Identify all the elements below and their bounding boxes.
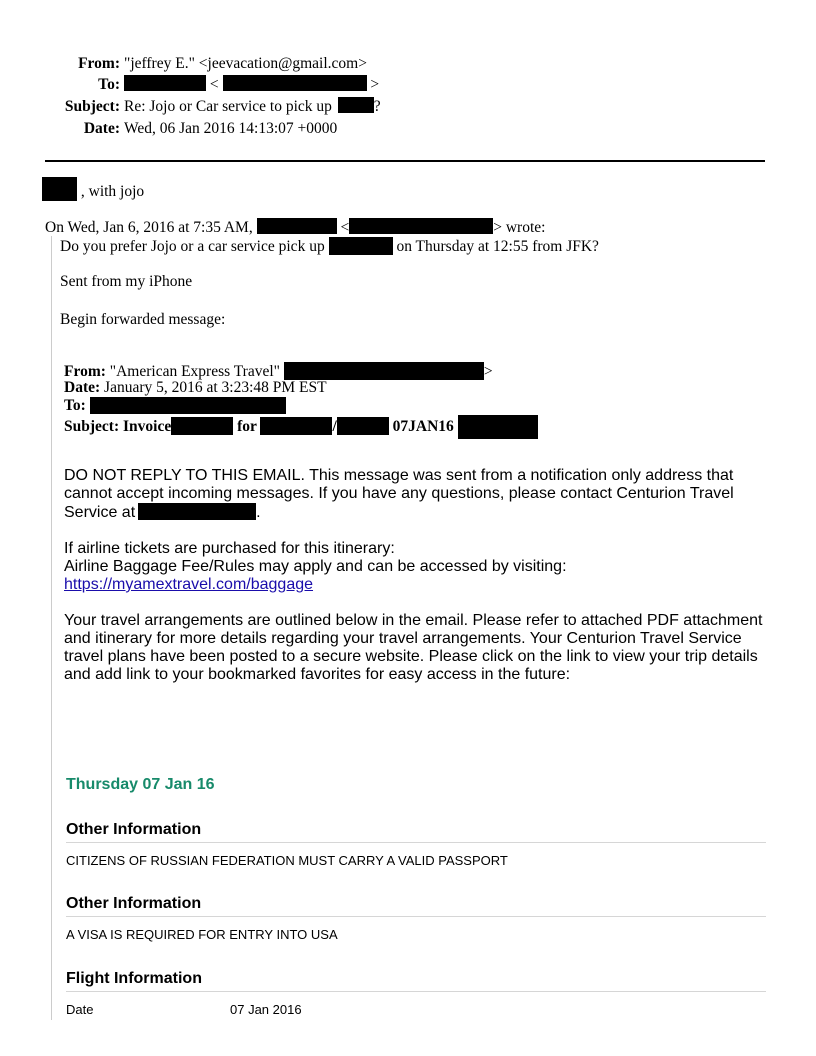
header-subject-value: Re: Jojo or Car service to pick up	[124, 98, 332, 115]
quote-bar	[51, 236, 52, 1020]
header-date-value: Wed, 06 Jan 2016 14:13:07 +0000	[124, 120, 338, 137]
redaction-bar	[337, 417, 389, 435]
section-heading-other-info-2: Other Information	[66, 895, 766, 917]
flight-date-value: 07 Jan 2016	[230, 1002, 302, 1017]
forwarded-from-value: "American Express Travel"	[109, 363, 280, 380]
quoted-begin-forwarded: Begin forwarded message:	[60, 311, 226, 328]
redaction-bar	[171, 417, 233, 435]
header-subject-row	[0, 97, 700, 117]
redaction-bar	[257, 218, 337, 234]
quoted-sent-from: Sent from my iPhone	[60, 273, 193, 290]
baggage-link[interactable]: https://myamextravel.com/baggage	[64, 576, 314, 593]
header-date-label: Date:	[83, 120, 120, 137]
redaction-bar	[260, 417, 332, 435]
forwarded-subject-label: Subject:	[64, 418, 120, 435]
forwarded-date-value: January 5, 2016 at 3:23:48 PM EST	[104, 379, 327, 396]
body-notice-end: .	[256, 504, 261, 521]
section-heading-flight-info: Flight Information	[66, 970, 766, 992]
body-notice-text: DO NOT REPLY TO THIS EMAIL. This message was sent from a notification only address that cannot accept incoming messages. If you have any questions, please contact Centurion Travel Service at	[64, 467, 734, 521]
quote-intro	[45, 218, 545, 237]
quote-intro-lt: <	[340, 219, 350, 236]
body-paragraph-notice	[64, 467, 764, 522]
quoted-question-start: Do you prefer Jojo or a car service pick up	[60, 238, 325, 255]
header-subject-label: Subject:	[64, 98, 120, 115]
redaction-bar	[329, 237, 393, 255]
section-text-other-info-1: CITIZENS OF RUSSIAN FEDERATION MUST CARRY A VALID PASSPORT	[66, 853, 508, 868]
header-to-label: To:	[98, 76, 120, 93]
redaction-bar	[138, 503, 256, 520]
forwarded-subject-date: 07JAN16	[392, 418, 454, 435]
flight-date-label: Date	[66, 1002, 94, 1017]
redaction-bar	[90, 397, 286, 414]
redaction-bar	[458, 415, 538, 439]
section-text-other-info-2: A VISA IS REQUIRED FOR ENTRY INTO USA	[66, 927, 338, 942]
header-from-row	[0, 54, 700, 74]
header-from-value[interactable]: "jeffrey E." <jeevacation@gmail.com>	[124, 55, 367, 72]
quote-intro-prefix: On Wed, Jan 6, 2016 at 7:35 AM,	[45, 219, 253, 236]
header-date-row	[0, 119, 700, 139]
forwarded-from-label: From:	[64, 363, 106, 380]
redaction-bar	[349, 218, 493, 234]
quoted-question-end: on Thursday at 12:55 from JFK?	[396, 238, 599, 255]
forwarded-subject	[64, 415, 538, 439]
forwarded-subject-slash: /	[332, 418, 337, 435]
body-paragraph-arrangements: Your travel arrangements are outlined below in the email. Please refer to attached PDF attachment and itinerary for more details regarding your travel arrangements. Your Centurion Travel Service travel plans have been posted to a secure website. Please click on the link to view your trip details and add link to your bookmarked favorites for easy access in the future:	[64, 612, 763, 683]
itinerary-day-title: Thursday 07 Jan 16	[66, 776, 215, 793]
redaction-bar	[338, 97, 374, 113]
redaction-bar	[223, 75, 367, 91]
forwarded-subject-invoice: Invoice	[122, 418, 172, 435]
header-to-lt: <	[209, 76, 219, 93]
redaction-bar	[42, 177, 77, 201]
body-baggage-line2: Airline Baggage Fee/Rules may apply and can be accessed by visiting:	[64, 558, 567, 575]
header-from-label: From:	[78, 55, 120, 72]
forwarded-date-label: Date:	[64, 379, 101, 396]
redaction-bar	[284, 362, 484, 380]
header-subject-end: ?	[373, 98, 381, 115]
header-to-gt: >	[370, 76, 380, 93]
redaction-bar	[124, 75, 206, 91]
header-to-row	[0, 75, 700, 95]
body-paragraph-baggage	[64, 540, 764, 594]
quoted-question	[60, 237, 599, 256]
reply-text: , with jojo	[80, 183, 145, 200]
body-baggage-line1: If airline tickets are purchased for this itinerary:	[64, 540, 395, 557]
quote-intro-suffix: > wrote:	[493, 219, 546, 236]
forwarded-to-label: To:	[64, 397, 86, 414]
forwarded-from-end: >	[483, 363, 493, 380]
forwarded-to	[64, 397, 286, 415]
header-divider	[45, 160, 765, 162]
reply-line	[42, 177, 144, 201]
forwarded-subject-for: for	[237, 418, 257, 435]
section-heading-other-info-1: Other Information	[66, 821, 766, 843]
forwarded-date	[64, 379, 327, 397]
